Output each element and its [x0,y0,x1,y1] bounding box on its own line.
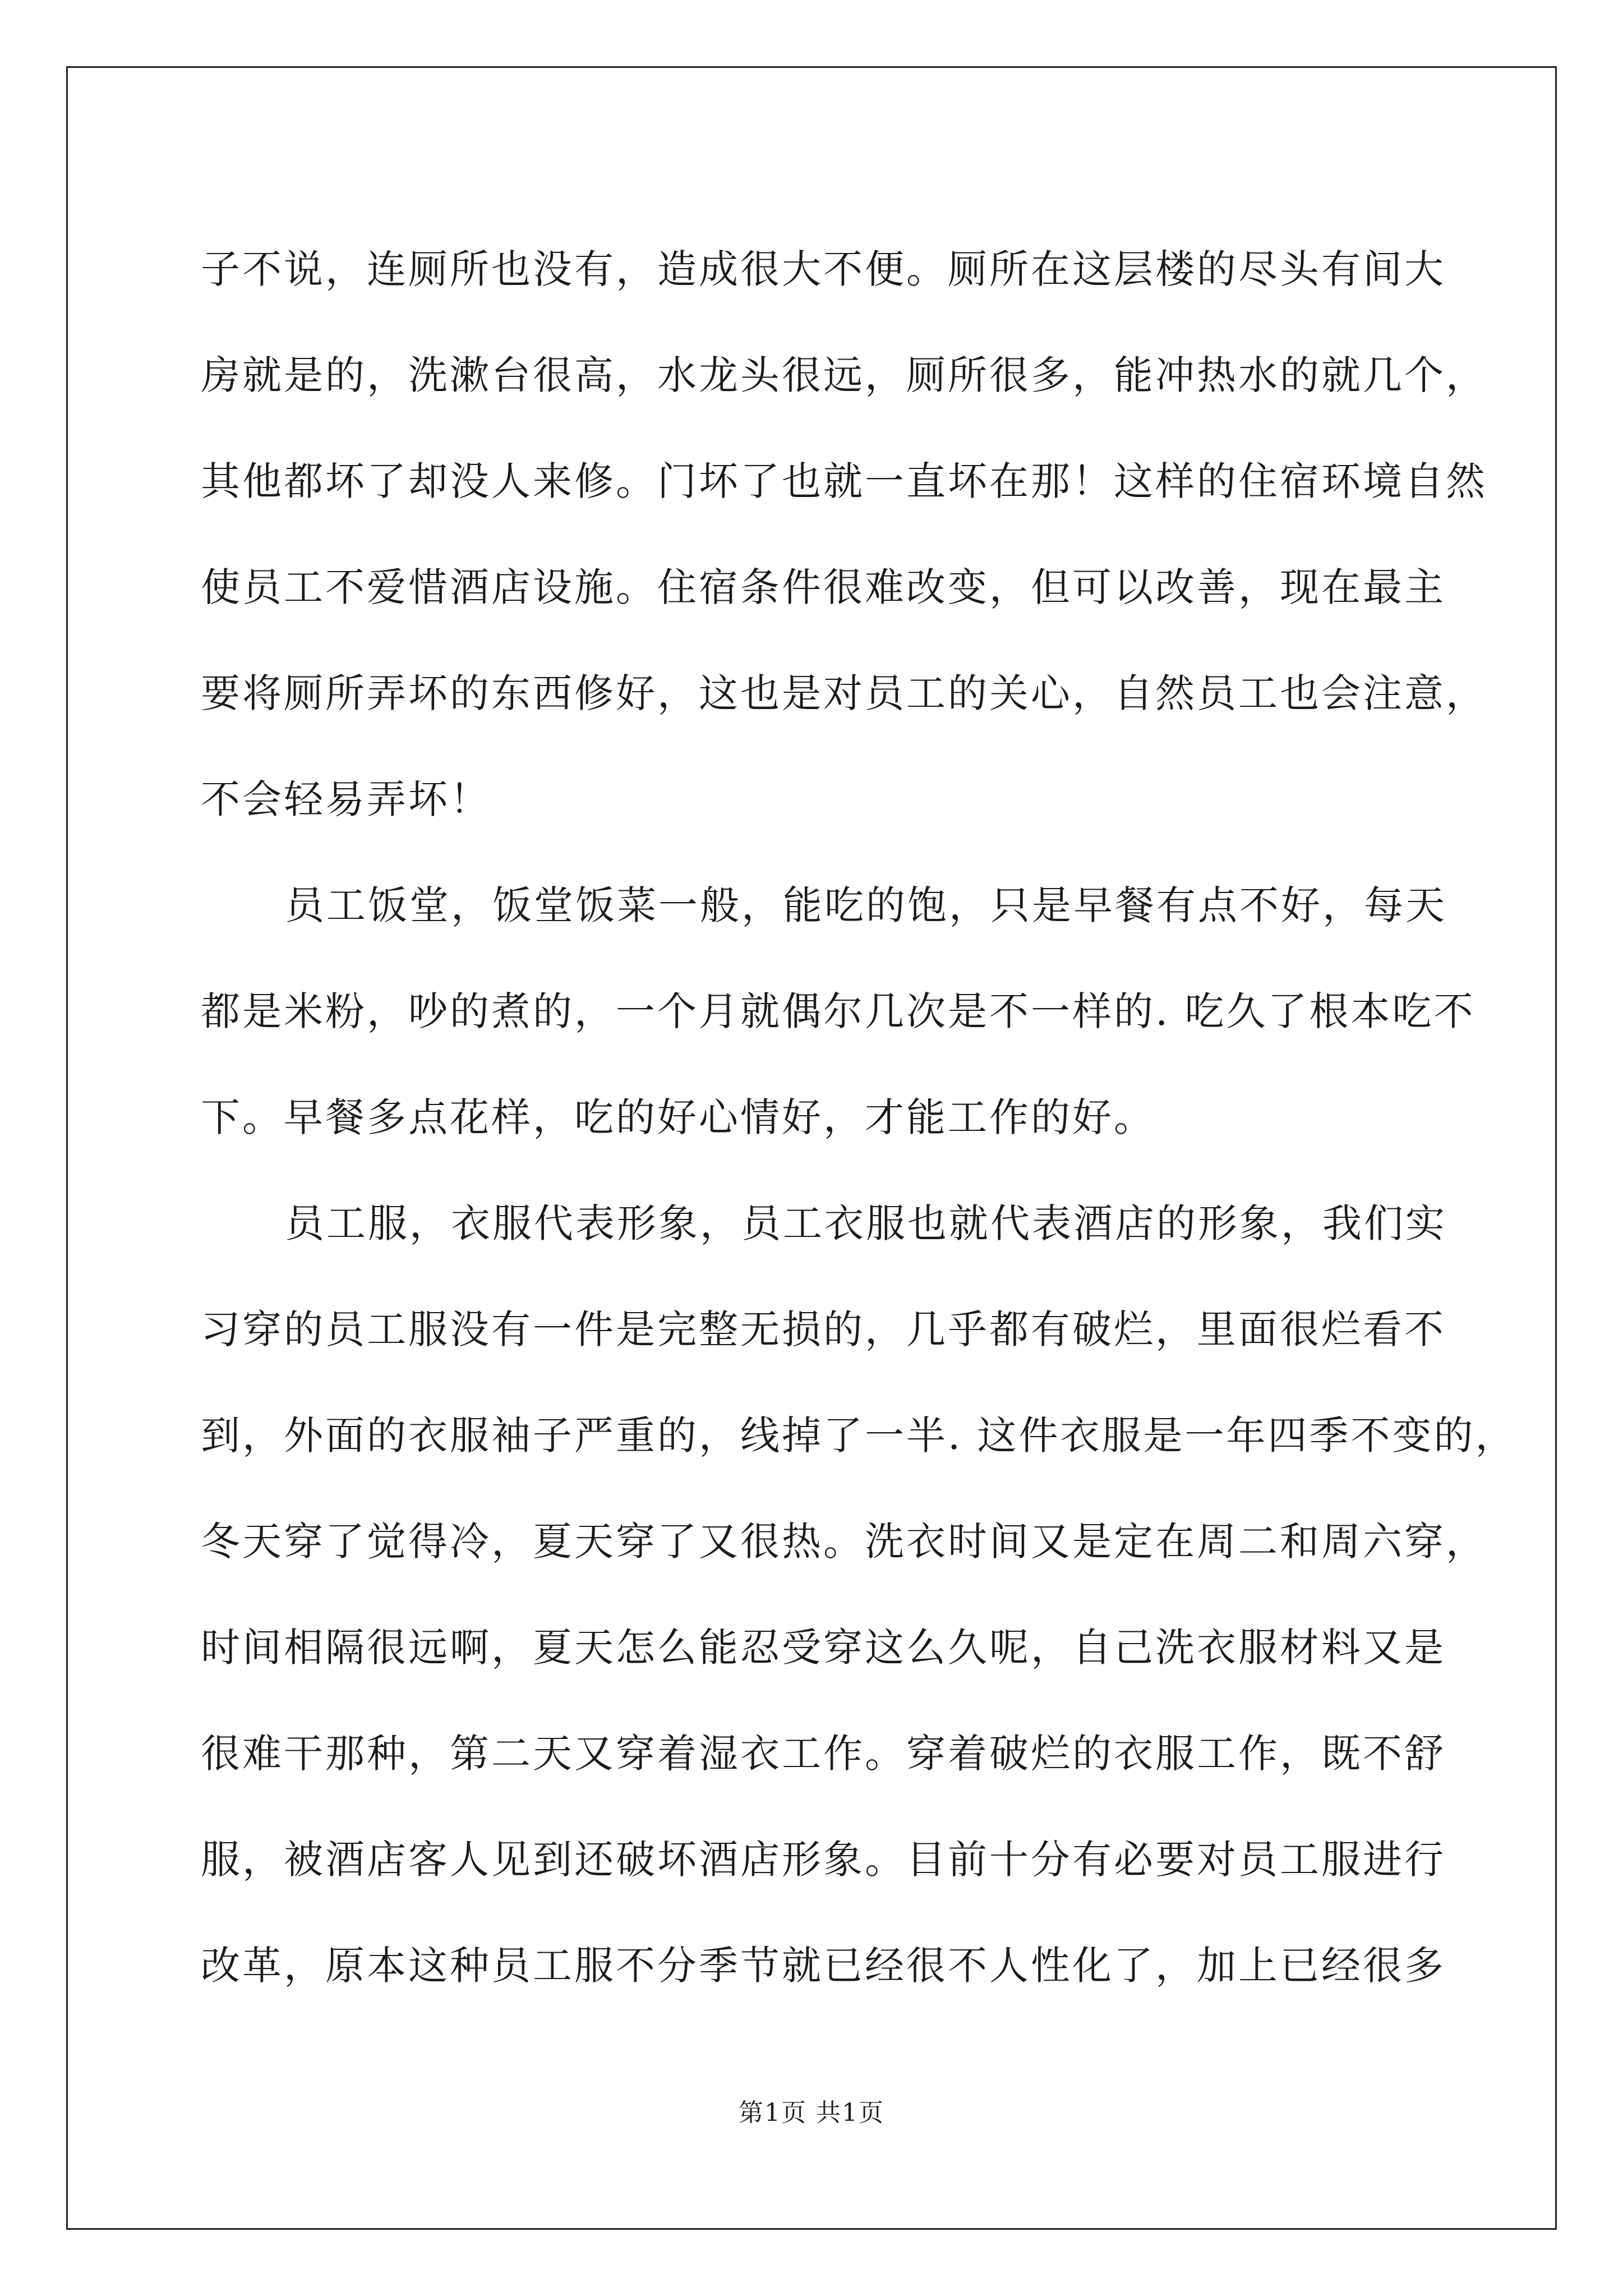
paragraph-dormitory [201,217,1487,853]
text-line: 员工饭堂，饭堂饭菜一般，能吃的饱，只是早餐有点不好，每天 [285,882,1447,928]
page-footer [0,2092,1623,2128]
text-line: 都是米粉，吵的煮的，一个月就偶尔几次是不一样的. 吃久了根本吃不 [201,988,1476,1034]
text-line: 冬天穿了觉得冷，夏天穿了又很热。洗衣时间又是定在周二和周六穿， [201,1519,1487,1565]
text-line: 其他都坏了却没人来修。门坏了也就一直坏在那！这样的住宿环境自然 [201,458,1487,504]
text-line: 房就是的，洗漱台很高，水龙头很远，厕所很多，能冲热水的就几个， [201,352,1487,398]
text-line: 习穿的员工服没有一件是完整无损的，几乎都有破烂，里面很烂看不 [201,1306,1446,1352]
text-line: 时间相隔很远啊，夏天怎么能忍受穿这么久呢，自己洗衣服材料又是 [201,1625,1446,1671]
text-line: 很难干那种，第二天又穿着湿衣工作。穿着破烂的衣服工作，既不舒 [201,1731,1446,1777]
text-line: 使员工不爱惜酒店设施。住宿条件很难改变，但可以改善，现在最主 [201,564,1446,610]
text-line: 要将厕所弄坏的东西修好，这也是对员工的关心，自然员工也会注意， [201,670,1487,716]
paragraph-uniform [201,1171,1517,2019]
text-line: 子不说，连厕所也没有，造成很大不便。厕所在这层楼的尽头有间大 [201,246,1446,292]
document-body [201,217,1517,2019]
text-line: 改革，原本这种员工服不分季节就已经很不人性化了，加上已经很多 [201,1943,1446,1989]
text-line: 员工服，衣服代表形象，员工衣服也就代表酒店的形象，我们实 [285,1200,1447,1246]
text-line: 下。早餐多点花样，吃的好心情好，才能工作的好。 [201,1094,1155,1140]
paragraph-canteen [201,853,1476,1171]
text-line: 到，外面的衣服袖子严重的，线掉了一半. 这件衣服是一年四季不变的， [201,1412,1517,1458]
page-number-label: 第1页 共1页 [739,2099,884,2127]
text-line: 服，被酒店客人见到还破坏酒店形象。目前十分有必要对员工服进行 [201,1837,1446,1883]
text-line: 不会轻易弄坏！ [201,776,491,822]
